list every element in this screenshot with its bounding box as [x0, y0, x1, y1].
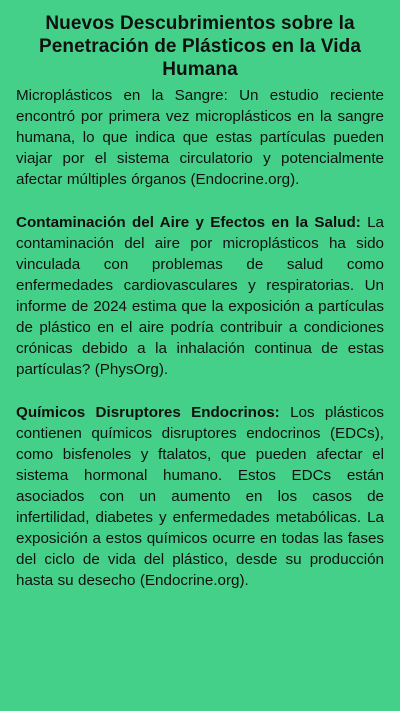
section-endocrine-disruptors [16, 402, 384, 591]
section-air-pollution [16, 212, 384, 380]
section-heading: Contaminación del Aire y Efectos en la Salud: [16, 214, 361, 231]
section-heading: Químicos Disruptores Endocrinos: [16, 404, 280, 421]
section-body: Microplásticos en la Sangre: Un estudio reciente encontró por primera vez microplásticos en la sangre humana, lo que indica que estas partículas pueden viajar por el sistema circulatorio y potencialmente afectar múltiples órganos (Endocrine.org). [16, 87, 384, 188]
section-body: Los plásticos contienen químicos disruptores endocrinos (EDCs), como bisfenoles y ftalatos, que pueden afectar el sistema hormonal humano. Estos EDCs están asociados con un aumento en los casos de infertilidad, diabetes y enfermedades metabólicas. La exposición a estos químicos ocurre en todas las fases del ciclo de vida del plástico, desde su producción hasta su desecho (Endocrine.org). [16, 404, 384, 589]
section-microplastics-blood [16, 85, 384, 190]
page-title: Nuevos Descubrimientos sobre la Penetración de Plásticos en la Vida Humana [38, 13, 362, 80]
section-body: La contaminación del aire por microplásticos ha sido vinculada con problemas de salud como enfermedades cardiovasculares y respiratorias. Un informe de 2024 estima que la exposición a partículas de plástico en el aire podría contribuir a condiciones crónicas debido a la inhalación continua de estas partículas? (PhysOrg). [16, 214, 384, 378]
